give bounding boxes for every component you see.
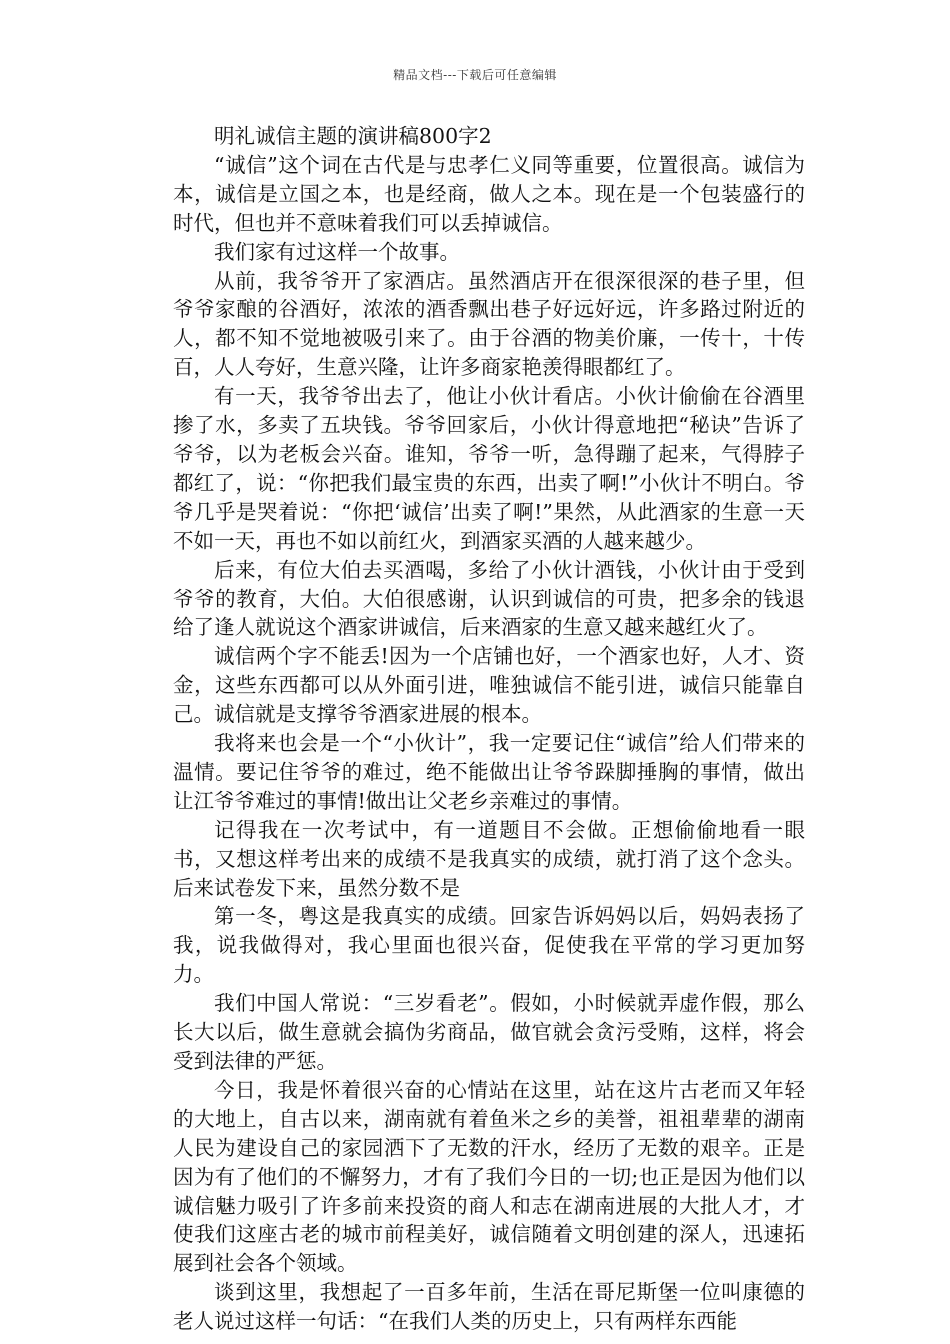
page-header: 精品文档---下载后可任意编辑 [393,68,557,82]
paragraph: 我们家有过这样一个故事。 [214,239,460,264]
paragraph: 记得我在一次考试中，有一道题目不会做。正想偷偷地看一眼书，又想这样考出来的成绩不是我真实的成绩，就打消了这个念头。后来试卷发下来，虽然分数不是 [173,817,805,900]
paragraph: 从前，我爷爷开了家酒店。虽然酒店开在很深很深的巷子里，但爷爷家酿的谷酒好，浓浓的酒香飘出巷子好远好远，许多路过附近的人，都不知不觉地被吸引来了。由于谷酒的物美价廉，一传十，十传百，人人夸好，生意兴隆，让许多商家艳羡得眼都红了。 [173,268,805,380]
paragraph: 谈到这里，我想起了一百多年前，生活在哥尼斯堡一位叫康德的老人说过这样一句话：“在我们人类的历史上，只有两样东西能 [173,1280,805,1334]
paragraph: 诚信两个字不能丢!因为一个店铺也好，一个酒家也好，人才、资金，这些东西都可以从外面引进，唯独诚信不能引进，诚信只能靠自己。诚信就是支撑爷爷酒家进展的根本。 [173,644,805,727]
document-title: 明礼诚信主题的演讲稿800字2 [214,124,492,148]
paragraph: 第一冬，粤这是我真实的成绩。回家告诉妈妈以后，妈妈表扬了我，说我做得对，我心里面也很兴奋，促使我在平常的学习更加努力。 [173,904,805,987]
paragraph: 后来，有位大伯去买酒喝，多给了小伙计酒钱，小伙计由于受到爷爷的教育，大伯。大伯很感谢，认识到诚信的可贵，把多余的钱退给了逢人就说这个酒家讲诚信，后来酒家的生意又越来越红火了。 [173,557,805,640]
paragraph: 今日，我是怀着很兴奋的心情站在这里，站在这片古老而又年轻的大地上，自古以来，湖南就有着鱼米之乡的美誉，祖祖辈辈的湖南人民为建设自己的家园洒下了无数的汗水，经历了无数的艰辛。正是因为有了他们的不懈努力，才有了我们今日的一切;也正是因为他们以诚信魅力吸引了许多前来投资的商人和志在湖南进展的大批人才，才使我们这座古老的城市前程美好，诚信随着文明创建的深人，迅速拓展到社会各个领域。 [173,1077,805,1276]
document-body [173,122,805,1336]
paragraph: 我们中国人常说：“三岁看老”。假如，小时候就弄虚作假，那么长大以后，做生意就会搞伪劣商品，做官就会贪污受贿，这样，将会受到法律的严惩。 [173,991,805,1073]
paragraph: 我将来也会是一个“小伙计”，我一定要记住“诚信”给人们带来的温情。要记住爷爷的难过，绝不能做出让爷爷跺脚捶胸的事情，做出让江爷爷难过的事情!做出让父老乡亲难过的事情。 [173,731,805,813]
paragraph: 有一天，我爷爷出去了，他让小伙计看店。小伙计偷偷在谷酒里掺了水，多卖了五块钱。爷爷回家后，小伙计得意地把“秘诀”告诉了爷爷，以为老板会兴奋。谁知，爷爷一听，急得蹦了起来，气得脖子都红了，说：“你把我们最宝贵的东西，出卖了啊!”小伙计不明白。爷爷几乎是哭着说：“你把‘诚信’出卖了啊!”果然，从此酒家的生意一天不如一天，再也不如以前红火，到酒家买酒的人越来越少。 [173,384,805,553]
paragraph: “诚信”这个词在古代是与忠孝仁义同等重要，位置很高。诚信为本，诚信是立国之本，也是经商，做人之本。现在是一个包装盛行的时代，但也并不意味着我们可以丢掉诚信。 [173,152,805,235]
